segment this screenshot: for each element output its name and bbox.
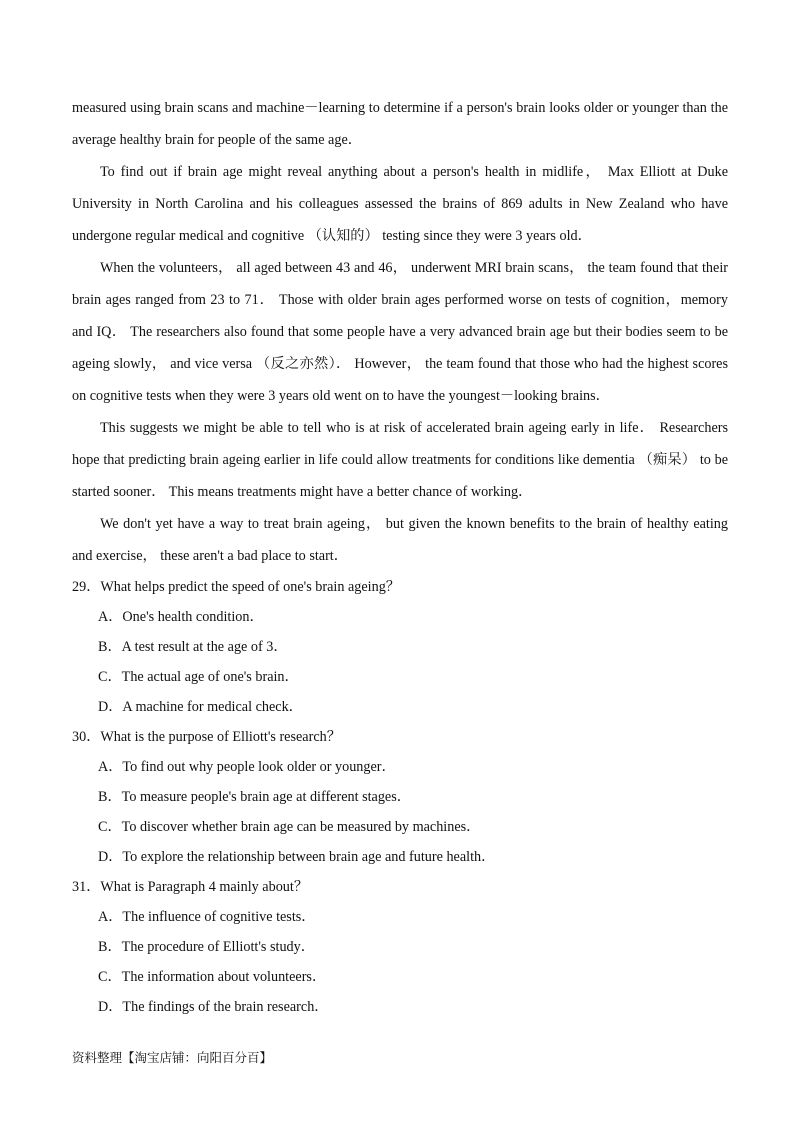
answer-option: A．The influence of cognitive tests． [98, 909, 316, 925]
answer-option: D．A machine for medical check． [98, 699, 303, 715]
answer-option: B．A test result at the age of 3． [98, 639, 288, 655]
passage-paragraph: To find out if brain age might reveal anything about a person's health in midlife， Max Elliott at Duke University in North Carolina and his colleagues assessed the brains of 869 adults in New Zealand who have undergone regular medical and cognitive （认知的） testing since they were 3 years old． [72, 164, 728, 244]
question-stem: 29．What helps predict the speed of one's brain ageing？ [72, 579, 400, 595]
page-footer: 资料整理【淘宝店铺：向阳百分百】 [72, 1050, 273, 1065]
answer-option: C．The information about volunteers． [98, 969, 327, 985]
answer-option: A．One's health condition． [98, 609, 264, 625]
passage-paragraph: measured using brain scans and machine－learning to determine if a person's brain looks older or younger than the average healthy brain for people of the same age． [72, 100, 728, 148]
document-body [72, 92, 728, 1022]
question-29 [72, 572, 728, 722]
question-stem: 31．What is Paragraph 4 mainly about？ [72, 879, 309, 895]
answer-option: B．The procedure of Elliott's study． [98, 939, 315, 955]
passage-paragraph: This suggests we might be able to tell who is at risk of accelerated brain ageing early in life． Researchers hope that predicting brain ageing earlier in life could allow treatments for conditions like dementia （痴呆） to be started sooner． This means treatments might have a better chance of working． [72, 420, 728, 500]
passage-paragraph: We don't yet have a way to treat brain ageing， but given the known benefits to the brain of healthy eating and exercise， these aren't a bad place to start． [72, 516, 728, 564]
question-stem: 30．What is the purpose of Elliott's research？ [72, 729, 341, 745]
answer-option: C．The actual age of one's brain． [98, 669, 299, 685]
answer-option: D．To explore the relationship between brain age and future health． [98, 849, 496, 865]
answer-option: C．To discover whether brain age can be measured by machines． [98, 819, 481, 835]
answer-option: A．To find out why people look older or younger． [98, 759, 396, 775]
question-30 [72, 722, 728, 872]
passage-paragraph: When the volunteers， all aged between 43 and 46， underwent MRI brain scans， the team found that their brain ages ranged from 23 to 71． Those with older brain ages performed worse on tests of cognition，memory and IQ． The researchers also found that some people have a very advanced brain age but their bodies seem to be ageing slowly， and vice versa （反之亦然）． However， the team found that those who had the highest scores on cognitive tests when they were 3 years old went on to have the youngest－looking brains． [72, 260, 728, 404]
answer-option: D．The findings of the brain research． [98, 999, 329, 1015]
answer-option: B．To measure people's brain age at different stages． [98, 789, 411, 805]
question-31 [72, 872, 728, 1022]
